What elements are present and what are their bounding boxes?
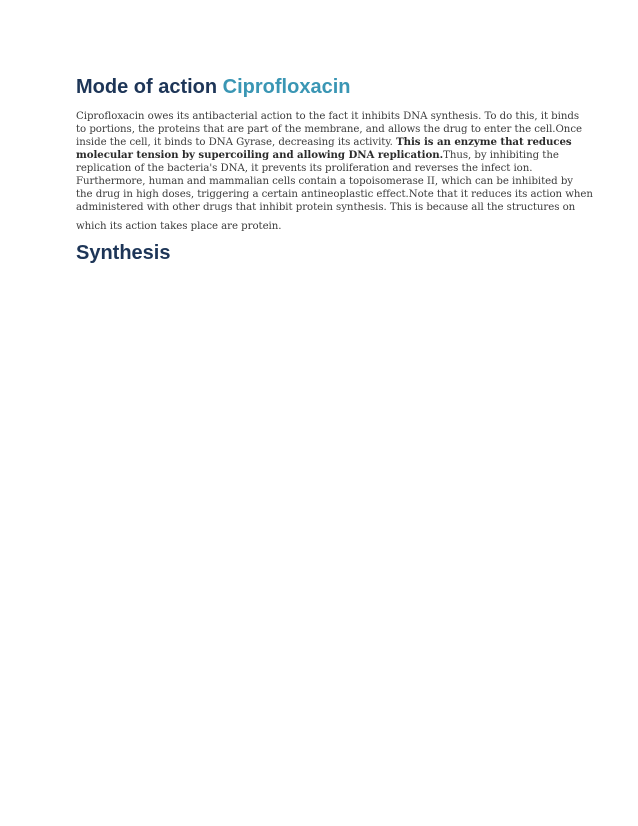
heading-accent-text: Ciprofloxacin: [222, 76, 351, 98]
paragraph-line: replication of the bacteria's DNA, it prevents its proliferation and reverses the infect ion.: [76, 163, 533, 174]
mode-of-action-paragraph: [76, 110, 593, 233]
paragraph-line-text: Thus, by inhibiting the: [443, 150, 559, 161]
paragraph-line: the drug in high doses, triggering a certain antineoplastic effect.Note that it reduces its action when: [76, 189, 593, 200]
heading-main-text: Mode of action: [76, 76, 223, 98]
section-heading-synthesis: Synthesis: [76, 242, 171, 264]
paragraph-line: to portions, the proteins that are part of the membrane, and allows the drug to enter the cell.Once: [76, 124, 582, 135]
paragraph-line: which its action takes place are protein.: [76, 221, 282, 232]
paragraph-line: administered with other drugs that inhibit protein synthesis. This is because all the structures on: [76, 202, 576, 213]
emphasized-text: This is an enzyme that reduces: [396, 136, 572, 148]
paragraph-line: Ciprofloxacin owes its antibacterial action to the fact it inhibits DNA synthesis. To do this, it binds: [76, 111, 580, 122]
section-heading-mode-of-action: [76, 75, 350, 99]
paragraph-line: Furthermore, human and mammalian cells contain a topoisomerase II, which can be inhibited by: [76, 176, 573, 187]
paragraph-line: [76, 149, 564, 162]
paragraph-line: [76, 136, 572, 149]
emphasized-text: molecular tension by supercoiling and allowing DNA replication.: [76, 149, 444, 161]
paragraph-line-text: inside the cell, it binds to DNA Gyrase, decreasing its activity.: [76, 137, 397, 148]
